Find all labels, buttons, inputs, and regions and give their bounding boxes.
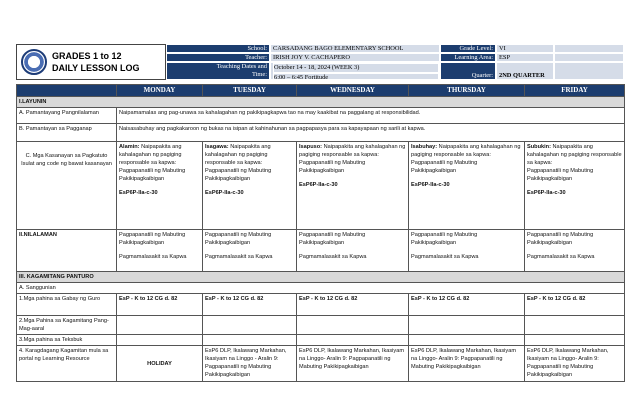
nilalaman-a: Pagpapanatili ng Mabuting Pakikipagkaibigan xyxy=(527,232,594,246)
empty-cell xyxy=(117,335,203,346)
pamantayan-text: Naipamamalas ang pag-unawa sa kahalagahan ng pakikipagkapwa tao na may kaakibat na paggalang at responsibilidad. xyxy=(117,108,625,124)
holiday-cell: HOLIDAY xyxy=(117,346,203,382)
karagdagang-row xyxy=(17,346,625,382)
kasanayan-sub: Pagpapanatili ng Mabuting Pakikipagkaibigan xyxy=(119,168,186,182)
kasanayan-text: Naipapakita ang kahalagahan ng pagiging responsable sa kapwa: xyxy=(299,144,406,158)
area-label: Learning Area: xyxy=(440,53,496,62)
school-value: CARSADANG BAGO ELEMENTARY SCHOOL xyxy=(270,44,440,53)
spacer xyxy=(554,62,624,80)
empty-cell xyxy=(297,316,409,335)
dates-label xyxy=(166,62,270,80)
dates-value xyxy=(270,62,440,80)
logo-box xyxy=(16,44,166,80)
kasanayan-sub: Pagpapanatili ng Mabuting Pakikipagkaibigan xyxy=(205,168,272,182)
day-friday: FRIDAY xyxy=(525,85,625,97)
kasanayan-text: Naipapakita ang kahalagahan ng pagiging responsable sa kapwa: xyxy=(411,144,521,158)
blank-header xyxy=(17,85,117,97)
kasanayan-lead: Subukin: xyxy=(527,144,551,150)
nilalaman-wednesday xyxy=(297,230,409,272)
nilalaman-row xyxy=(17,230,625,272)
sanggunian-heading: A. Sanggunian xyxy=(17,283,625,294)
kagamitang-label: 2.Mga Pahina sa Kagamitang Pang-Mag-aaral xyxy=(17,316,117,335)
gabay-friday: EsP - K to 12 CG d. 82 xyxy=(525,294,625,316)
kasanayan-code: EsP6P-IIa-c-30 xyxy=(119,190,158,196)
day-header-row xyxy=(17,85,625,97)
time-label-text: Time: xyxy=(251,71,267,78)
grade-value: VI xyxy=(496,44,554,53)
layunin-heading: I.LAYUNIN xyxy=(17,97,625,108)
dates-text: October 14 - 18, 2024 (WEEK 3) xyxy=(273,63,439,73)
nilalaman-b: Pagmamalasakit sa Kapwa xyxy=(205,254,273,260)
kasanayan-lead: Isapuso: xyxy=(299,144,323,150)
karagdagang-wednesday: EsP6 DLP, Ikalawang Markahan, Ikasiyam na Linggo- Aralin 9: Pagpapanatili ng Mabuting Pakikipagkaibigan xyxy=(297,346,409,382)
kasanayan-wednesday xyxy=(297,142,409,230)
header xyxy=(16,44,624,80)
area-value: ESP xyxy=(496,53,554,62)
gabay-row xyxy=(17,294,625,316)
pagganap-text: Naisasabuhay ang pagkakaroon ng bukas na isipan at kahinahunan sa pagpapasya para sa kapayapaan ng sarili at kapwa. xyxy=(117,124,625,142)
kasanayan-sub: Pagpapanatili ng Mabuting Pakikipagkaibigan xyxy=(411,160,478,174)
gabay-thursday: EsP - K to 12 CG d. 82 xyxy=(409,294,525,316)
kasanayan-label: C. Mga Kasanayan sa Pagkatuto Isulat ang code ng bawat kasanayan xyxy=(17,142,117,230)
kasanayan-thursday xyxy=(409,142,525,230)
nilalaman-monday xyxy=(117,230,203,272)
teksbuk-row xyxy=(17,335,625,346)
kasanayan-code: EsP6P-IIa-c-30 xyxy=(411,182,450,188)
title-line2: DAILY LESSON LOG xyxy=(52,63,140,73)
pamantayan-row xyxy=(17,108,625,124)
kasanayan-sub: Pagpapanatili ng Mabuting Pakikipagkaibigan xyxy=(527,168,594,182)
karagdagang-label: 4. Karagdagang Kagamitan mula sa portal ng Learning Resource xyxy=(17,346,117,382)
gabay-label: 1.Mga pahina sa Gabay ng Guro xyxy=(17,294,117,316)
school-label: School: xyxy=(166,44,270,53)
kasanayan-sub: Pagpapanatili ng Mabuting Pakikipagkaibigan xyxy=(299,160,366,174)
gabay-wednesday: EsP - K to 12 CG d. 82 xyxy=(297,294,409,316)
nilalaman-a: Pagpapanatili ng Mabuting Pakikipagkaibigan xyxy=(411,232,478,246)
teacher-value: IRISH JOY V. CACHAPERO xyxy=(270,53,440,62)
grade-label: Grade Level: xyxy=(440,44,496,53)
kagamitang-row xyxy=(17,272,625,283)
nilalaman-thursday xyxy=(409,230,525,272)
teacher-label: Teacher: xyxy=(166,53,270,62)
layunin-row xyxy=(17,97,625,108)
kasanayan-row xyxy=(17,142,625,230)
kasanayan-tuesday xyxy=(203,142,297,230)
kasanayan-text: Naipapakita ang kahalagahan ng pagiging responsable sa kapwa: xyxy=(119,144,182,166)
sanggunian-row xyxy=(17,283,625,294)
karagdagang-tuesday: EsP6 DLP, Ikalawang Markahan, Ikasiyam na Linggo - Aralin 9: Pagpapanatili ng Mabuting Pakikipagkaibigan xyxy=(203,346,297,382)
day-wednesday: WEDNESDAY xyxy=(297,85,409,97)
nilalaman-tuesday xyxy=(203,230,297,272)
kasanayan-code: EsP6P-IIa-c-30 xyxy=(527,190,566,196)
kasanayan-text: Naipapakita ang kahalagahan ng pagiging responsable sa kapwa: xyxy=(205,144,271,166)
info-grid xyxy=(166,44,624,80)
nilalaman-a: Pagpapanatili ng Mabuting Pakikipagkaibigan xyxy=(205,232,272,246)
lesson-log-page xyxy=(16,44,624,382)
empty-cell xyxy=(203,316,297,335)
day-tuesday: TUESDAY xyxy=(203,85,297,97)
pamantayan-label: A. Pamantayang Pangnilalaman xyxy=(17,108,117,124)
pagganap-label: B. Pamantayan sa Pagganap xyxy=(17,124,117,142)
kasanayan-lead: Alamin: xyxy=(119,144,140,150)
deped-seal-icon xyxy=(21,49,47,75)
empty-cell xyxy=(409,335,525,346)
kasanayan-monday xyxy=(117,142,203,230)
gabay-monday: EsP - K to 12 CG d. 82 xyxy=(117,294,203,316)
kagamitang-mag-aaral-row xyxy=(17,316,625,335)
spacer xyxy=(554,44,624,53)
quarter-value: 2ND QUARTER xyxy=(496,62,554,80)
empty-cell xyxy=(409,316,525,335)
kasanayan-code: EsP6P-IIa-c-30 xyxy=(299,182,338,188)
day-thursday: THURSDAY xyxy=(409,85,525,97)
kasanayan-code: EsP6P-IIa-c-30 xyxy=(205,190,244,196)
kasanayan-lead: Isabuhay: xyxy=(411,144,438,150)
nilalaman-b: Pagmamalasakit sa Kapwa xyxy=(119,254,187,260)
empty-cell xyxy=(117,316,203,335)
time-text: 6:00 – 6:45 Fortitude xyxy=(273,73,439,80)
karagdagang-friday: EsP6 DLP, Ikalawang Markahan, Ikasiyam na Linggo- Aralin 9: Pagpapanatili ng Mabuting Pakikipagkaibigan xyxy=(525,346,625,382)
title-line1: GRADES 1 to 12 xyxy=(52,51,122,61)
empty-cell xyxy=(297,335,409,346)
nilalaman-b: Pagmamalasakit sa Kapwa xyxy=(411,254,479,260)
lesson-table xyxy=(16,84,625,382)
gabay-tuesday: EsP - K to 12 CG d. 82 xyxy=(203,294,297,316)
kagamitang-heading: III. KAGAMITANG PANTURO xyxy=(17,272,625,283)
empty-cell xyxy=(203,335,297,346)
nilalaman-a: Pagpapanatili ng Mabuting Pakikipagkaibigan xyxy=(299,232,366,246)
pagganap-row xyxy=(17,124,625,142)
kasanayan-lead: Isagawa: xyxy=(205,144,229,150)
nilalaman-a: Pagpapanatili ng Mabuting Pakikipagkaibigan xyxy=(119,232,186,246)
spacer xyxy=(554,53,624,62)
empty-cell xyxy=(525,316,625,335)
doc-title xyxy=(52,50,140,74)
empty-cell xyxy=(525,335,625,346)
quarter-label: Quarter: xyxy=(440,62,496,80)
karagdagang-thursday: EsP6 DLP, Ikalawang Markahan, Ikasiyam na Linggo- Aralin 9: Pagpapanatili ng Mabuting Pakikipagkaibigan xyxy=(409,346,525,382)
dates-label-text: Teaching Dates and xyxy=(216,63,267,70)
teksbuk-label: 3.Mga pahina sa Teksbuk xyxy=(17,335,117,346)
nilalaman-label: II.NILALAMAN xyxy=(17,230,117,272)
nilalaman-b: Pagmamalasakit sa Kapwa xyxy=(299,254,367,260)
kasanayan-text: Naipapakita ang kahalagahan ng pagiging responsable sa kapwa: xyxy=(527,144,622,166)
day-monday: MONDAY xyxy=(117,85,203,97)
kasanayan-friday xyxy=(525,142,625,230)
nilalaman-friday xyxy=(525,230,625,272)
nilalaman-b: Pagmamalasakit sa Kapwa xyxy=(527,254,595,260)
